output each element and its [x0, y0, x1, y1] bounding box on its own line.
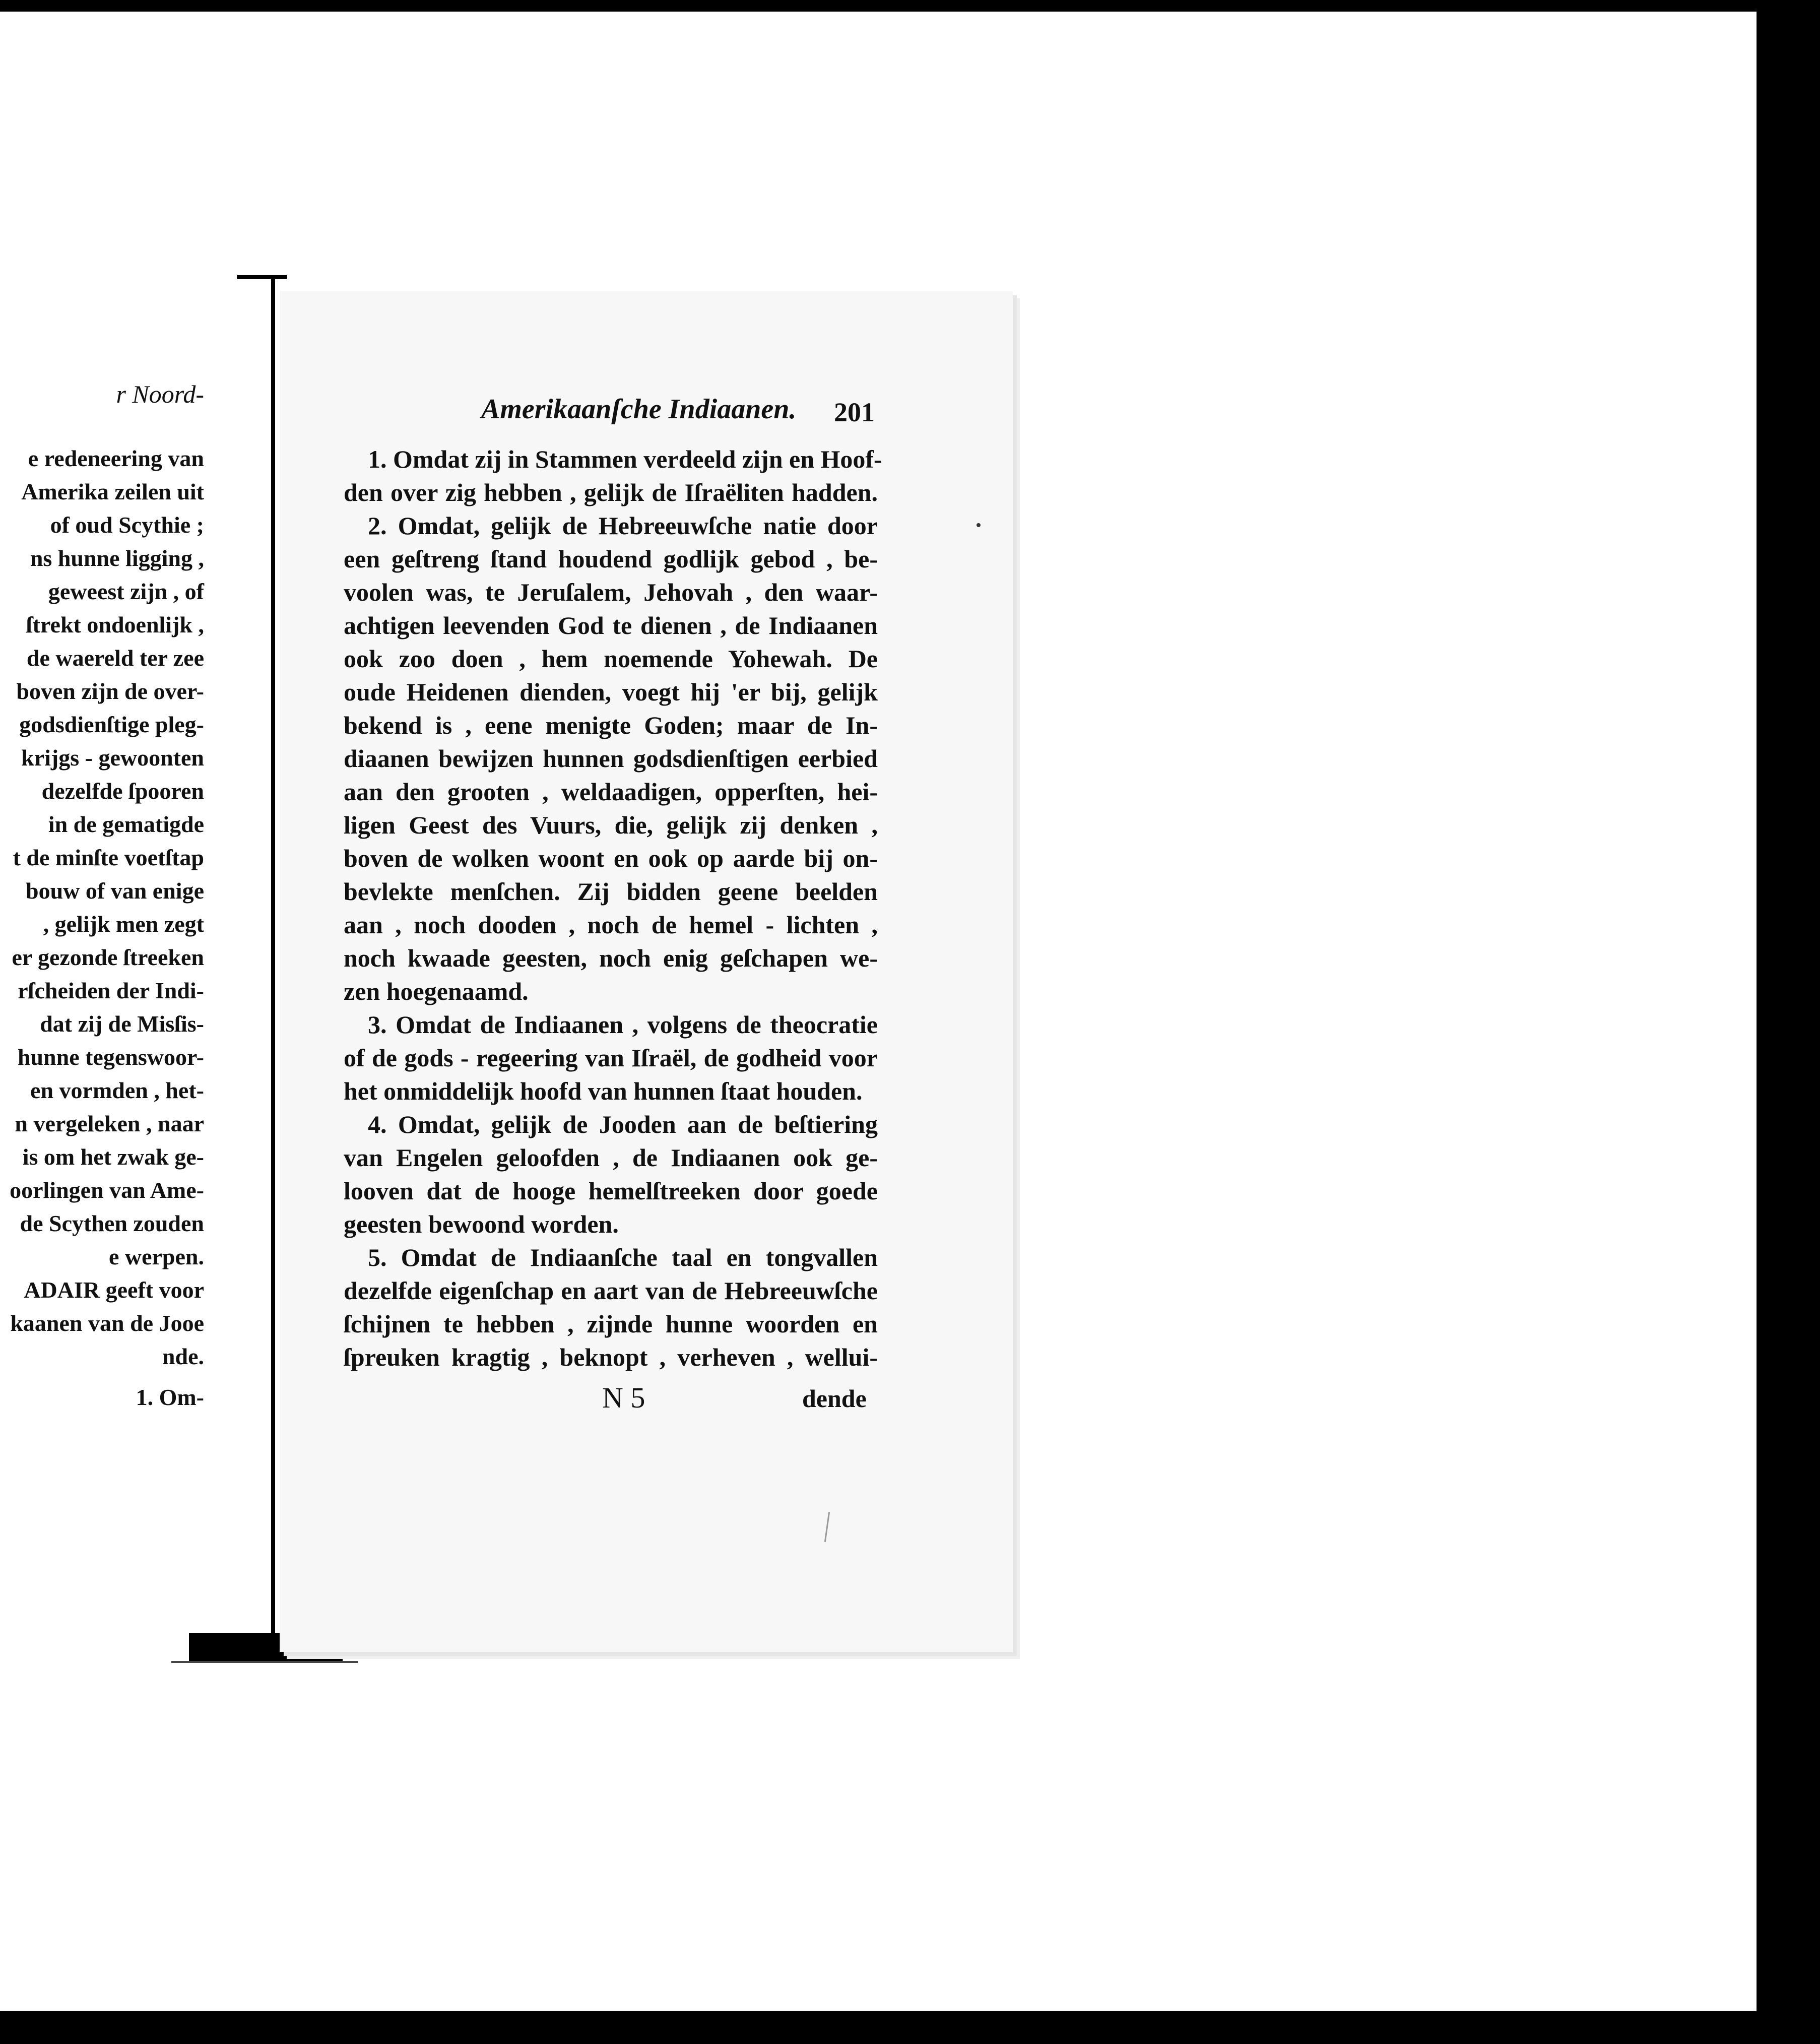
text-line: ook zoo doen , hem noemende Yohewah. De	[344, 645, 878, 673]
left-text-line: dat zij de Misſis-	[40, 1011, 204, 1037]
left-text-line: kaanen van de Jooe	[10, 1310, 204, 1336]
text-line: ſchijnen te hebben , zijnde hunne woorden en	[344, 1310, 878, 1338]
gutter-rule	[271, 276, 275, 1637]
left-text-line: en vormden , het-	[30, 1077, 204, 1103]
text-line: boven de wolken woont en ook op aarde bij on-	[344, 844, 878, 872]
scan-border-top	[0, 0, 1820, 10]
scan-border-bottom	[0, 2011, 1820, 2044]
text-line: den over zig hebben , gelijk de Iſraëliten hadden.	[344, 478, 878, 506]
left-text-line: krijgs - gewoonten	[21, 745, 204, 771]
signature-mark: N 5	[602, 1381, 645, 1414]
left-text-line: rſcheiden der Indi-	[18, 978, 204, 1003]
gutter-cap-rule	[237, 275, 287, 279]
left-text-line: bouw of van enige	[26, 878, 204, 904]
text-line: 4. Omdat, gelijk de Jooden aan de beſtiering	[368, 1110, 878, 1138]
left-text-line: de Scythen zouden	[20, 1210, 204, 1236]
left-running-head: r Noord-	[116, 380, 204, 408]
text-line: noch kwaade geesten, noch enig geſchapen we-	[344, 944, 878, 972]
left-text-line: oorlingen van Ame-	[10, 1177, 204, 1203]
page-number: 201	[834, 397, 875, 427]
text-line: achtigen leevenden God te dienen , de Indiaanen	[344, 611, 878, 640]
text-line: van Engelen geloofden , de Indiaanen ook ge-	[344, 1143, 878, 1172]
binding-tab-shadow	[171, 1661, 358, 1663]
left-text-line: geweest zijn , of	[48, 579, 204, 604]
text-line: geesten bewoond worden.	[344, 1210, 619, 1238]
text-line: bevlekte menſchen. Zij bidden geene beelden	[344, 877, 878, 906]
left-text-line: boven zijn de over-	[16, 678, 204, 704]
left-text-line: ns hunne ligging ,	[30, 545, 204, 571]
left-page-fragment	[0, 276, 270, 1632]
left-text-line: , gelijk men zegt	[43, 911, 204, 937]
left-text-line: of oud Scythie ;	[50, 512, 204, 538]
left-text-line: n vergeleken , naar	[15, 1111, 204, 1136]
page-body	[344, 442, 882, 1374]
text-line: zen hoegenaamd.	[344, 977, 529, 1005]
text-line: voolen was, te Jeruſalem, Jehovah , den waar-	[344, 578, 878, 606]
left-text-line: dezelfde ſpooren	[41, 778, 204, 804]
text-line: een geſtreng ſtand houdend godlijk gebod , be-	[344, 545, 878, 573]
text-line: of de gods - regeering van Iſraël, de godheid voor	[344, 1044, 878, 1072]
scan-border-right	[1757, 0, 1820, 2044]
catchword: dende	[802, 1384, 867, 1413]
ink-speck	[977, 523, 981, 527]
text-line: bekend is , eene menigte Goden; maar de In-	[344, 711, 878, 739]
text-line: ſpreuken kragtig , beknopt , verheven , wellui-	[344, 1343, 878, 1371]
left-text-line: t de minſte voetſtap	[13, 845, 204, 870]
text-line: looven dat de hooge hemelſtreeken door goede	[344, 1177, 878, 1205]
text-line: oude Heidenen dienden, voegt hij 'er bij, gelijk	[344, 678, 878, 706]
left-text-line: e redeneering van	[28, 445, 204, 471]
text-line: aan den grooten , weldaadigen, opperſten, hei-	[344, 778, 878, 806]
text-line: 5. Omdat de Indiaanſche taal en tongvallen	[368, 1243, 878, 1271]
left-text-line: Amerika zeilen uit	[21, 479, 204, 504]
text-line: 1. Omdat zij in Stammen verdeeld zijn en Hoof-	[368, 445, 882, 473]
left-text-line: er gezonde ſtreeken	[12, 944, 204, 970]
left-text-line: is om het zwak ge-	[22, 1144, 204, 1170]
text-line: diaanen bewijzen hunnen godsdienſtigen eerbied	[344, 744, 878, 773]
text-line: ligen Geest des Vuurs, die, gelijk zij denken ,	[344, 811, 878, 839]
left-text-line: in de gematigde	[48, 811, 204, 837]
left-text-line: e werpen.	[108, 1244, 204, 1269]
left-text-line: de waereld ter zee	[26, 645, 204, 671]
text-line: 2. Omdat, gelijk de Hebreeuwſche natie door	[368, 512, 878, 540]
text-line: 3. Omdat de Indiaanen , volgens de theocratie	[368, 1010, 878, 1039]
text-line: het onmiddelijk hoofd van hunnen ſtaat houden.	[344, 1077, 863, 1105]
left-text-line: nde.	[162, 1344, 204, 1369]
left-text-line: godsdienſtige pleg-	[19, 712, 204, 737]
left-text-line: ſtrekt ondoenlijk ,	[26, 612, 204, 637]
left-text-line: ADAIR geeft voor	[24, 1277, 204, 1303]
left-text-line: hunne tegenswoor-	[17, 1044, 204, 1070]
text-line: aan , noch dooden , noch de hemel - lichten ,	[344, 911, 878, 939]
text-line: dezelfde eigenſchap en aart van de Hebreeuwſche	[344, 1276, 878, 1305]
running-head: Amerikaanſche Indiaanen.	[481, 394, 797, 425]
left-catchword: 1. Om-	[136, 1384, 204, 1410]
